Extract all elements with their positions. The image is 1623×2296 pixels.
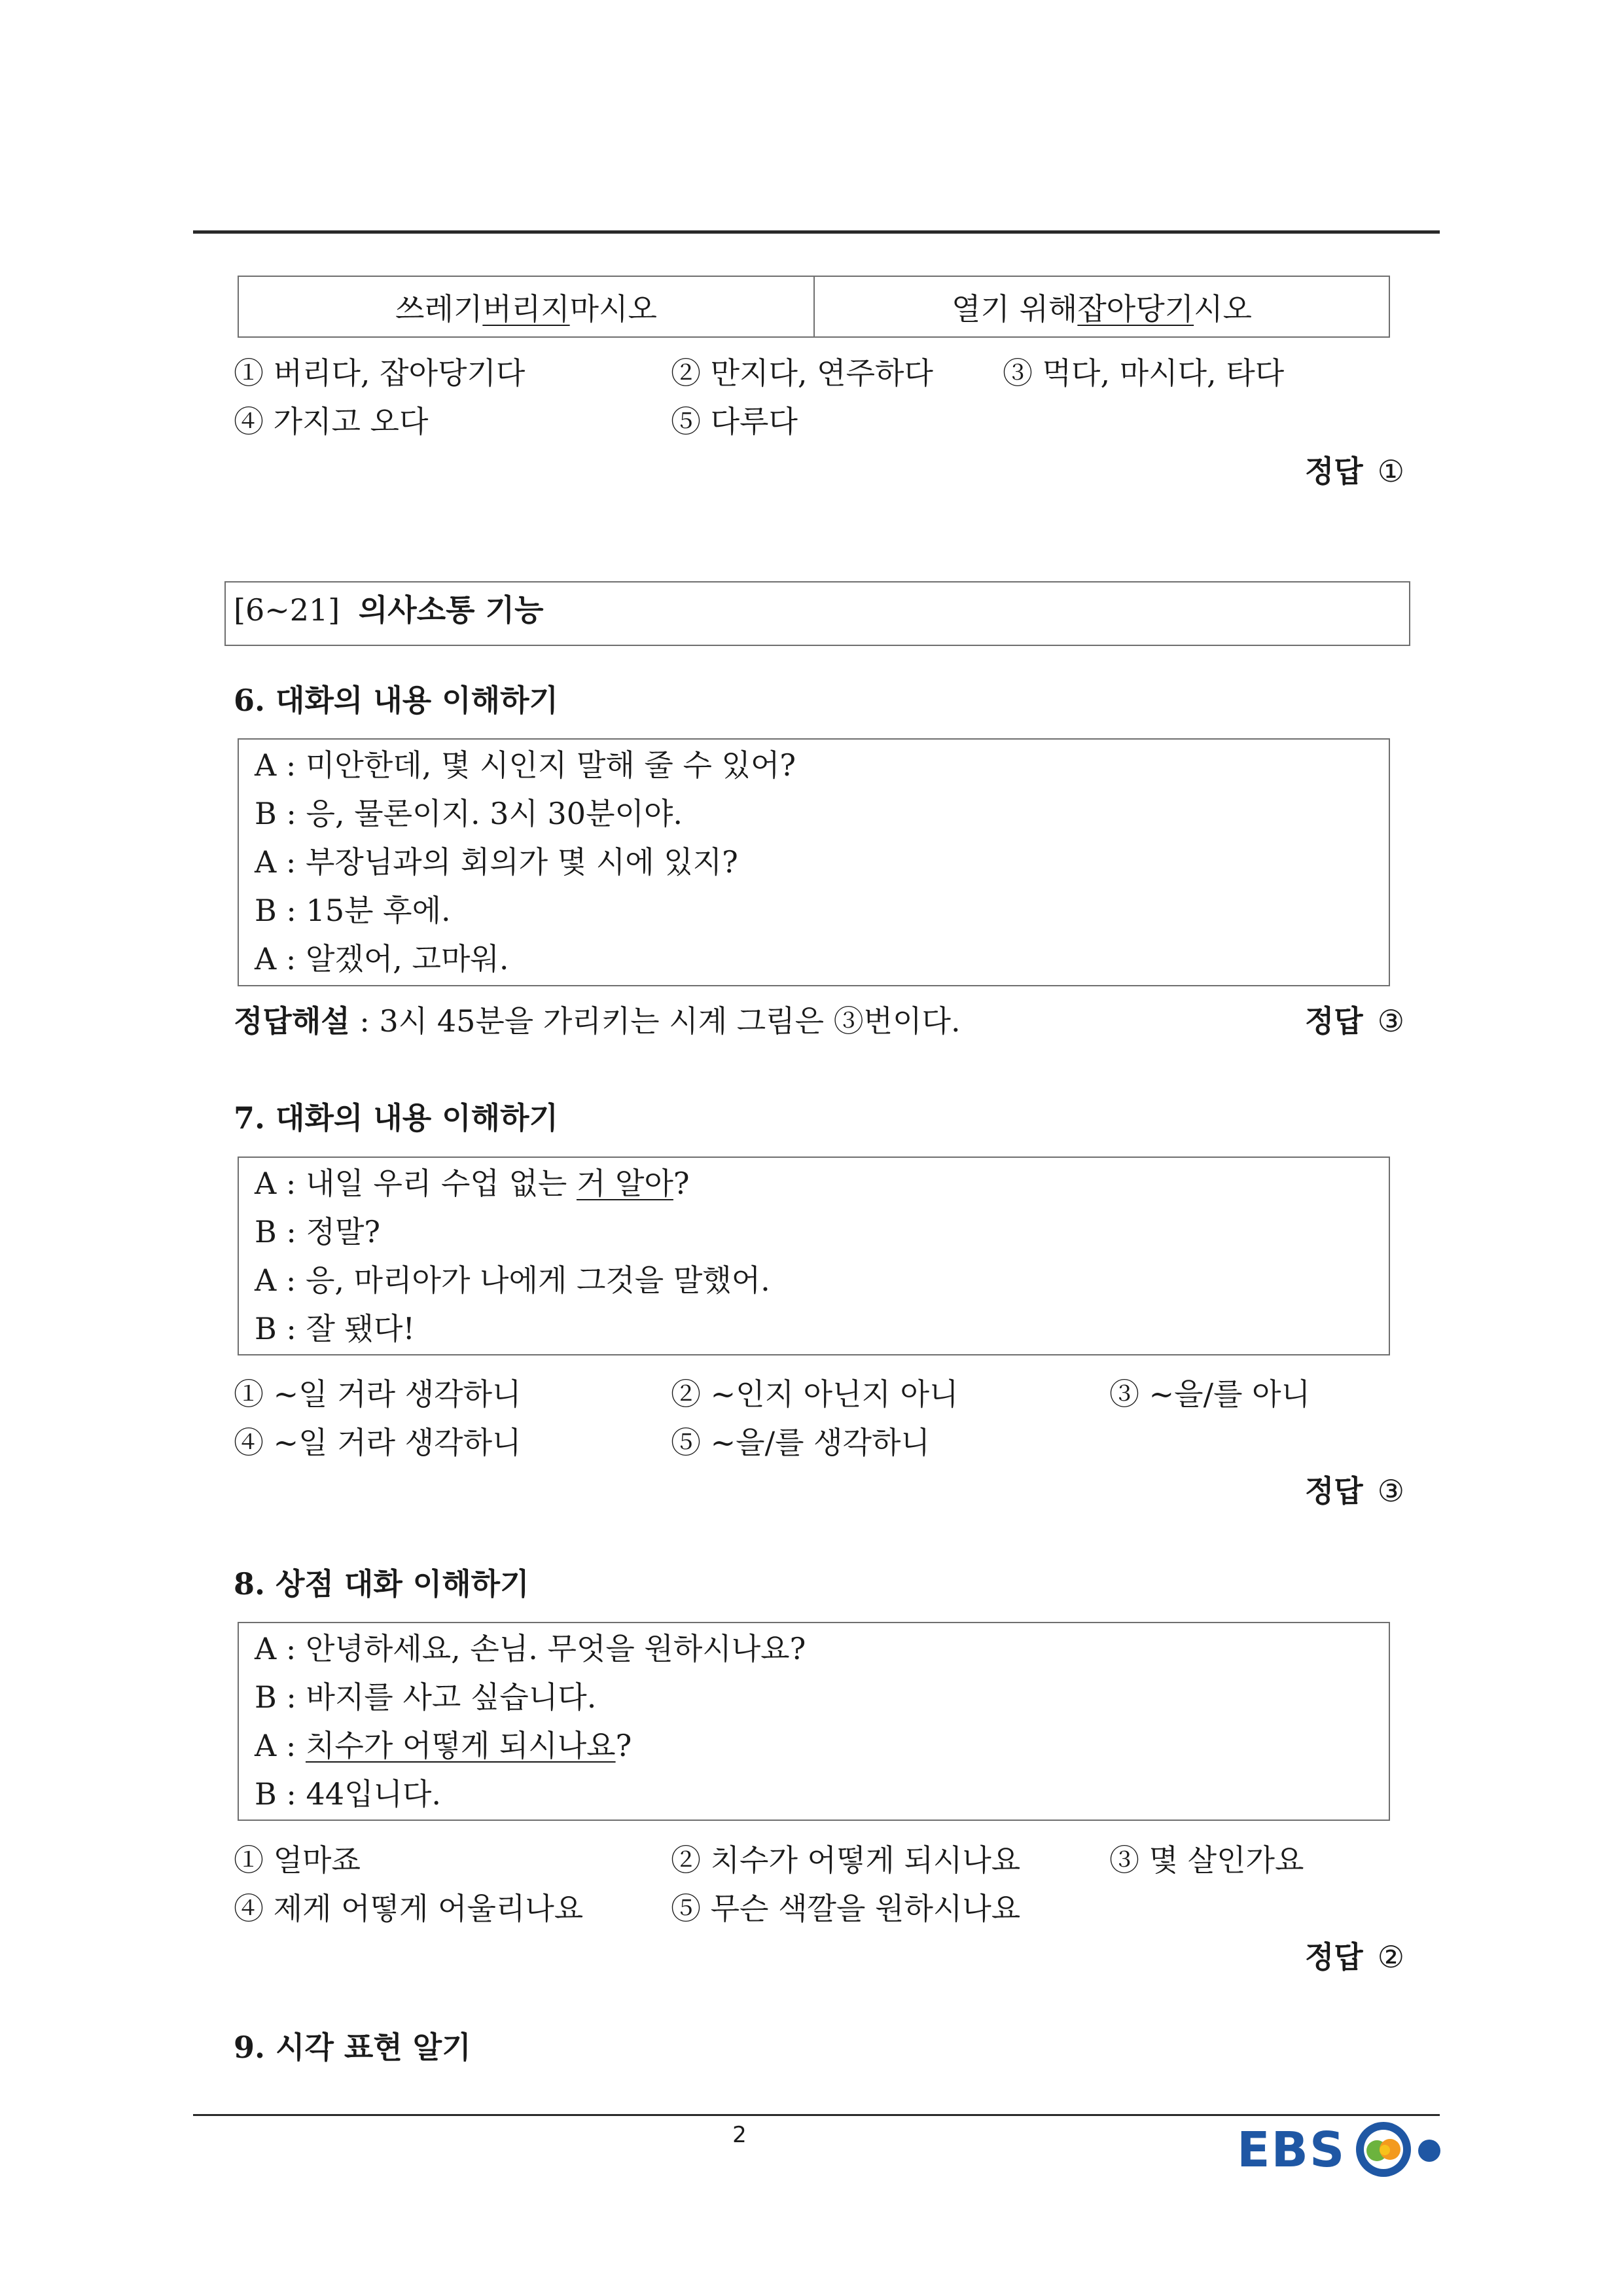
sign-cell-left: 쓰레기 버리지 마시오	[239, 277, 813, 336]
q7-title: 7. 대화의 내용 이해하기	[234, 1100, 558, 1136]
q8-option-3: ③ 몇 살인가요	[1109, 1842, 1304, 1878]
section-header-title: [6~21] 의사소통 기능	[234, 592, 544, 628]
ebs-logo	[1237, 2115, 1453, 2181]
q9-title: 9. 시각 표현 알기	[234, 2030, 471, 2065]
q6-explanation: 정답해설 : 3시 45분을 가리키는 시계 그림은 ③번이다.	[234, 1003, 961, 1039]
q8-title: 8. 상점 대화 이해하기	[234, 1566, 529, 1602]
underlined-word: 잡아당기	[1077, 291, 1194, 327]
q5-answer: 정답 ①	[1304, 454, 1404, 489]
dialogue-line: B : 바지를 사고 싶습니다.	[255, 1679, 597, 1715]
page-number: 2	[732, 2122, 747, 2148]
q6-title: 6. 대화의 내용 이해하기	[234, 683, 558, 718]
dialogue-line: A : 알겠어, 고마워.	[255, 941, 509, 977]
q7-option-2: ② ~인지 아닌지 아니	[671, 1376, 959, 1412]
dialogue-line: A : 응, 마리아가 나에게 그것을 말했어.	[255, 1263, 770, 1298]
q5-option-5: ⑤ 다루다	[671, 404, 798, 439]
q8-option-2: ② 치수가 어떻게 되시나요	[671, 1842, 1021, 1878]
dialogue-line: B : 응, 물론이지. 3시 30분이야.	[255, 796, 683, 831]
q8-option-5: ⑤ 무슨 색깔을 원하시나요	[671, 1891, 1021, 1926]
q7-option-1: ① ~일 거라 생각하니	[234, 1376, 522, 1412]
dialogue-line: B : 잘 됐다!	[255, 1311, 415, 1346]
dialogue-line: B : 15분 후에.	[255, 893, 451, 928]
sign-table	[238, 276, 1390, 338]
q5-option-3: ③ 먹다, 마시다, 타다	[1003, 355, 1285, 391]
q8-option-1: ① 얼마죠	[234, 1842, 361, 1878]
dialogue-line: A : 치수가 어떻게 되시나요?	[255, 1728, 632, 1763]
dialogue-line: A : 내일 우리 수업 없는 거 알아?	[255, 1166, 690, 1201]
dialogue-line: A : 미안한데, 몇 시인지 말해 줄 수 있어?	[255, 747, 796, 783]
q7-option-4: ④ ~일 거라 생각하니	[234, 1425, 522, 1460]
section-header-box	[224, 581, 1410, 646]
q7-option-5: ⑤ ~을/를 생각하니	[671, 1425, 930, 1460]
dialogue-line: B : 44입니다.	[255, 1776, 442, 1812]
underlined-phrase: 치수가 어떻게 되시나요	[305, 1728, 616, 1763]
ebs-logo-text: EBS	[1237, 2122, 1346, 2178]
sign-cell-right: 열기 위해 잡아당기 시오	[815, 277, 1389, 336]
q8-answer: 정답 ②	[1304, 1939, 1404, 1975]
q6-dialogue-box	[238, 738, 1390, 986]
q5-option-1: ① 버리다, 잡아당기다	[234, 355, 526, 391]
dialogue-line: A : 안녕하세요, 손님. 무엇을 원하시나요?	[255, 1631, 806, 1666]
dialogue-line: A : 부장님과의 회의가 몇 시에 있지?	[255, 844, 738, 880]
q6-answer: 정답 ③	[1304, 1003, 1404, 1039]
q5-option-2: ② 만지다, 연주하다	[671, 355, 933, 391]
dialogue-line: B : 정말?	[255, 1214, 381, 1249]
underlined-phrase: 거 알아	[576, 1166, 673, 1201]
logo-dot-yellow	[1380, 2145, 1390, 2155]
ebs-logo-mark	[1352, 2117, 1450, 2182]
underlined-word: 버리지	[482, 291, 570, 327]
top-rule	[193, 230, 1440, 234]
q5-option-4: ④ 가지고 오다	[234, 404, 429, 439]
logo-dot-blue	[1418, 2140, 1440, 2162]
q7-answer: 정답 ③	[1304, 1473, 1404, 1509]
q8-dialogue-box	[238, 1622, 1390, 1821]
q7-dialogue-box	[238, 1157, 1390, 1355]
q8-option-4: ④ 제게 어떻게 어울리나요	[234, 1891, 584, 1926]
q7-option-3: ③ ~을/를 아니	[1109, 1376, 1311, 1412]
